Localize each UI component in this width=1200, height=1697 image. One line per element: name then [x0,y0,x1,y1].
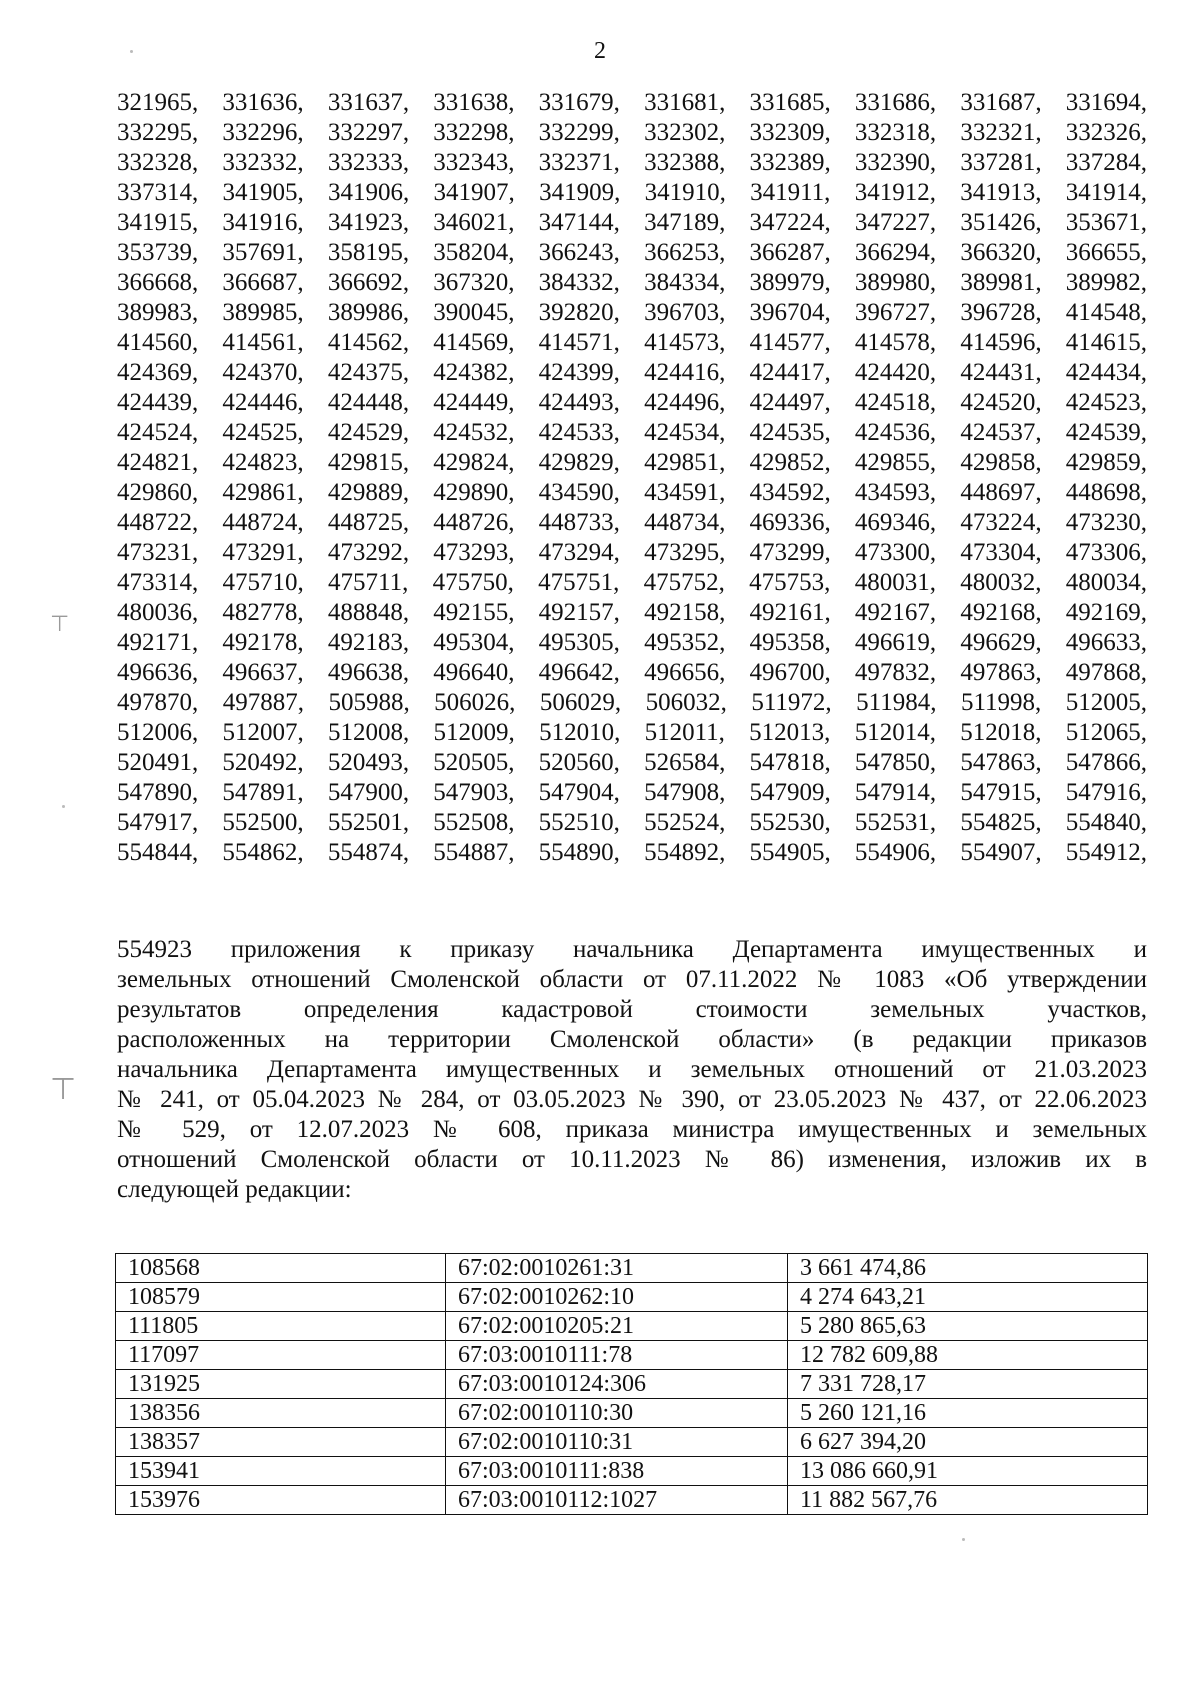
number-line: 480036, 482778, 488848, 492155, 492157, 492158, 492161, 492167, 492168, 492169, [117,599,1147,626]
row-number-cell: 111805 [116,1312,446,1341]
table-row [116,1312,1148,1341]
number-line: 520491, 520492, 520493, 520505, 520560, 526584, 547818, 547850, 547863, 547866, [117,749,1147,776]
number-line: 496636, 496637, 496638, 496640, 496642, 496656, 496700, 497832, 497863, 497868, [117,659,1147,686]
row-number-cell: 153941 [116,1457,446,1486]
cadastral-value-cell: 6 627 394,20 [788,1428,1148,1457]
table-row [116,1341,1148,1370]
cadastral-number-cell: 67:03:0010111:78 [446,1341,788,1370]
cadastral-number-cell: 67:02:0010261:31 [446,1254,788,1283]
page-number: 2 [594,38,606,64]
number-line: 492171, 492178, 492183, 495304, 495305, 495352, 495358, 496619, 496629, 496633, [117,629,1147,656]
paragraph-line: результатов определения кадастровой стоимости земельных участков, [117,996,1147,1023]
row-number-cell: 138356 [116,1399,446,1428]
cadastral-value-cell: 4 274 643,21 [788,1283,1148,1312]
row-number-cell: 138357 [116,1428,446,1457]
number-line: 332328, 332332, 332333, 332343, 332371, 332388, 332389, 332390, 337281, 337284, [117,149,1147,176]
cadastral-number-cell: 67:02:0010205:21 [446,1312,788,1341]
table-row [116,1428,1148,1457]
scan-speck [962,1538,965,1541]
margin-mark: ⊤ [50,612,70,637]
number-line: 353739, 357691, 358195, 358204, 366243, 366253, 366287, 366294, 366320, 366655, [117,239,1147,266]
cadastral-value-cell: 7 331 728,17 [788,1370,1148,1399]
number-line: 424524, 424525, 424529, 424532, 424533, 424534, 424535, 424536, 424537, 424539, [117,419,1147,446]
cadastral-value-cell: 11 882 567,76 [788,1486,1148,1515]
number-line: 497870, 497887, 505988, 506026, 506029, 506032, 511972, 511984, 511998, 512005, [117,689,1147,716]
number-line: 366668, 366687, 366692, 367320, 384332, 384334, 389979, 389980, 389981, 389982, [117,269,1147,296]
paragraph-line: 554923 приложения к приказу начальника Департамента имущественных и [117,936,1147,963]
number-line: 332295, 332296, 332297, 332298, 332299, 332302, 332309, 332318, 332321, 332326, [117,119,1147,146]
number-line: 424439, 424446, 424448, 424449, 424493, 424496, 424497, 424518, 424520, 424523, [117,389,1147,416]
number-line: 473314, 475710, 475711, 475750, 475751, 475752, 475753, 480031, 480032, 480034, [117,569,1147,596]
table-row [116,1254,1148,1283]
number-line: 389983, 389985, 389986, 390045, 392820, 396703, 396704, 396727, 396728, 414548, [117,299,1147,326]
paragraph-line: земельных отношений Смоленской области от 07.11.2022 № 1083 «Об утверждении [117,966,1147,993]
cadastral-number-cell: 67:02:0010110:30 [446,1399,788,1428]
row-number-cell: 131925 [116,1370,446,1399]
number-line: 473231, 473291, 473292, 473293, 473294, 473295, 473299, 473300, 473304, 473306, [117,539,1147,566]
number-line: 424369, 424370, 424375, 424382, 424399, 424416, 424417, 424420, 424431, 424434, [117,359,1147,386]
paragraph-line: отношений Смоленской области от 10.11.2023 № 86) изменения, изложив их в [117,1146,1147,1173]
cadastral-value-cell: 3 661 474,86 [788,1254,1148,1283]
cadastral-value-cell: 12 782 609,88 [788,1341,1148,1370]
paragraph-line: следующей редакции: [117,1176,352,1203]
amendment-paragraph [117,935,1147,1205]
paragraph-line: № 529, от 12.07.2023 № 608, приказа министра имущественных и земельных [117,1116,1147,1143]
paragraph-line: начальника Департамента имущественных и земельных отношений от 21.03.2023 [117,1056,1147,1083]
cadastral-number-cell: 67:02:0010110:31 [446,1428,788,1457]
cadastral-number-cell: 67:02:0010262:10 [446,1283,788,1312]
number-line: 554844, 554862, 554874, 554887, 554890, 554892, 554905, 554906, 554907, 554912, [117,839,1147,866]
cadastral-value-cell: 5 260 121,16 [788,1399,1148,1428]
margin-mark: ⊤ [50,1072,77,1107]
table-row [116,1283,1148,1312]
cadastral-number-cell: 67:03:0010111:838 [446,1457,788,1486]
row-number-cell: 117097 [116,1341,446,1370]
cadastral-value-cell: 5 280 865,63 [788,1312,1148,1341]
number-line: 429860, 429861, 429889, 429890, 434590, 434591, 434592, 434593, 448697, 448698, [117,479,1147,506]
number-line: 414560, 414561, 414562, 414569, 414571, 414573, 414577, 414578, 414596, 414615, [117,329,1147,356]
number-line: 424821, 424823, 429815, 429824, 429829, 429851, 429852, 429855, 429858, 429859, [117,449,1147,476]
row-number-cell: 108579 [116,1283,446,1312]
number-line: 547917, 552500, 552501, 552508, 552510, 552524, 552530, 552531, 554825, 554840, [117,809,1147,836]
scan-speck [130,50,133,53]
cadastral-value-table [115,1253,1148,1515]
number-line: 448722, 448724, 448725, 448726, 448733, 448734, 469336, 469346, 473224, 473230, [117,509,1147,536]
number-list [117,88,1147,868]
cadastral-number-cell: 67:03:0010112:1027 [446,1486,788,1515]
number-line: 321965, 331636, 331637, 331638, 331679, 331681, 331685, 331686, 331687, 331694, [117,89,1147,116]
table-row [116,1370,1148,1399]
row-number-cell: 153976 [116,1486,446,1515]
number-line: 547890, 547891, 547900, 547903, 547904, 547908, 547909, 547914, 547915, 547916, [117,779,1147,806]
cadastral-value-cell: 13 086 660,91 [788,1457,1148,1486]
table-row [116,1486,1148,1515]
number-line: 341915, 341916, 341923, 346021, 347144, 347189, 347224, 347227, 351426, 353671, [117,209,1147,236]
paragraph-line: расположенных на территории Смоленской области» (в редакции приказов [117,1026,1147,1053]
scan-speck [62,805,65,808]
number-line: 337314, 341905, 341906, 341907, 341909, 341910, 341911, 341912, 341913, 341914, [117,179,1147,206]
paragraph-line: № 241, от 05.04.2023 № 284, от 03.05.2023 № 390, от 23.05.2023 № 437, от 22.06.2023 [117,1086,1147,1113]
table-row [116,1457,1148,1486]
table-row [116,1399,1148,1428]
row-number-cell: 108568 [116,1254,446,1283]
cadastral-number-cell: 67:03:0010124:306 [446,1370,788,1399]
number-line: 512006, 512007, 512008, 512009, 512010, 512011, 512013, 512014, 512018, 512065, [117,719,1147,746]
